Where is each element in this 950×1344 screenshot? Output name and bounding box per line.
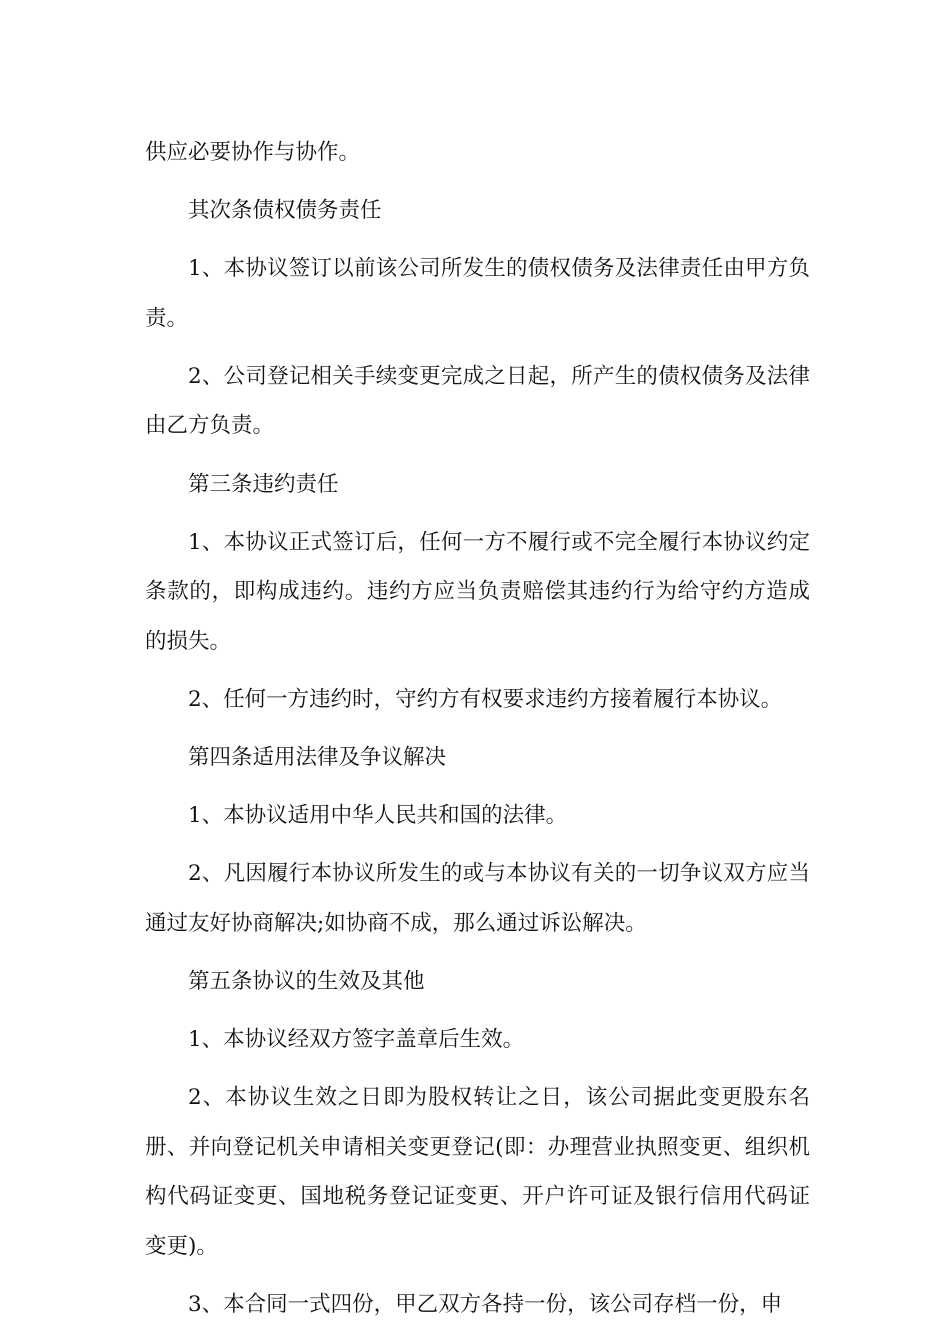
- document-body: [145, 128, 810, 1338]
- paragraph-article-5-item-1: 1、本协议经双方签字盖章后生效。: [188, 1027, 525, 1052]
- section-heading-article-5: 第五条协议的生效及其他: [188, 968, 425, 994]
- paragraph-article-2-item-2: 2、公司登记相关手续变更完成之日起，所产生的债权债务及法律由乙方负责。: [145, 363, 810, 439]
- paragraph-article-3-item-1: 1、本协议正式签订后，任何一方不履行或不完全履行本协议约定条款的，即构成违约。违约方应当负责赔偿其违约行为给守约方造成的损失。: [145, 529, 810, 654]
- paragraph-article-2-item-1: 1、本协议签订以前该公司所发生的债权债务及法律责任由甲方负责。: [145, 256, 810, 331]
- paragraph-continuation: 供应必要协作与协作。: [145, 140, 361, 165]
- section-heading-article-3: 第三条违约责任: [188, 471, 339, 497]
- paragraph-article-4-item-2: 2、凡因履行本协议所发生的或与本协议有关的一切争议双方应当通过友好协商解决;如协商不成，那么通过诉讼解决。: [145, 861, 810, 936]
- paragraph-article-5-item-3: 3、本合同一式四份，甲乙双方各持一份，该公司存档一份，申: [188, 1291, 783, 1317]
- section-heading-article-4: 第四条适用法律及争议解决: [188, 745, 447, 771]
- section-heading-article-2: 其次条债权债务责任: [188, 198, 382, 224]
- paragraph-article-3-item-2: 2、任何一方违约时，守约方有权要求违约方接着履行本协议。: [188, 686, 783, 712]
- paragraph-article-4-item-1: 1、本协议适用中华人民共和国的法律。: [188, 803, 568, 829]
- paragraph-article-5-item-2: 2、本协议生效之日即为股权转让之日，该公司据此变更股东名册、并向登记机关申请相关变更登记(即：办理营业执照变更、组织机构代码证变更、国地税务登记证变更、开户许可证及银行信用代码证变更)。: [145, 1085, 810, 1259]
